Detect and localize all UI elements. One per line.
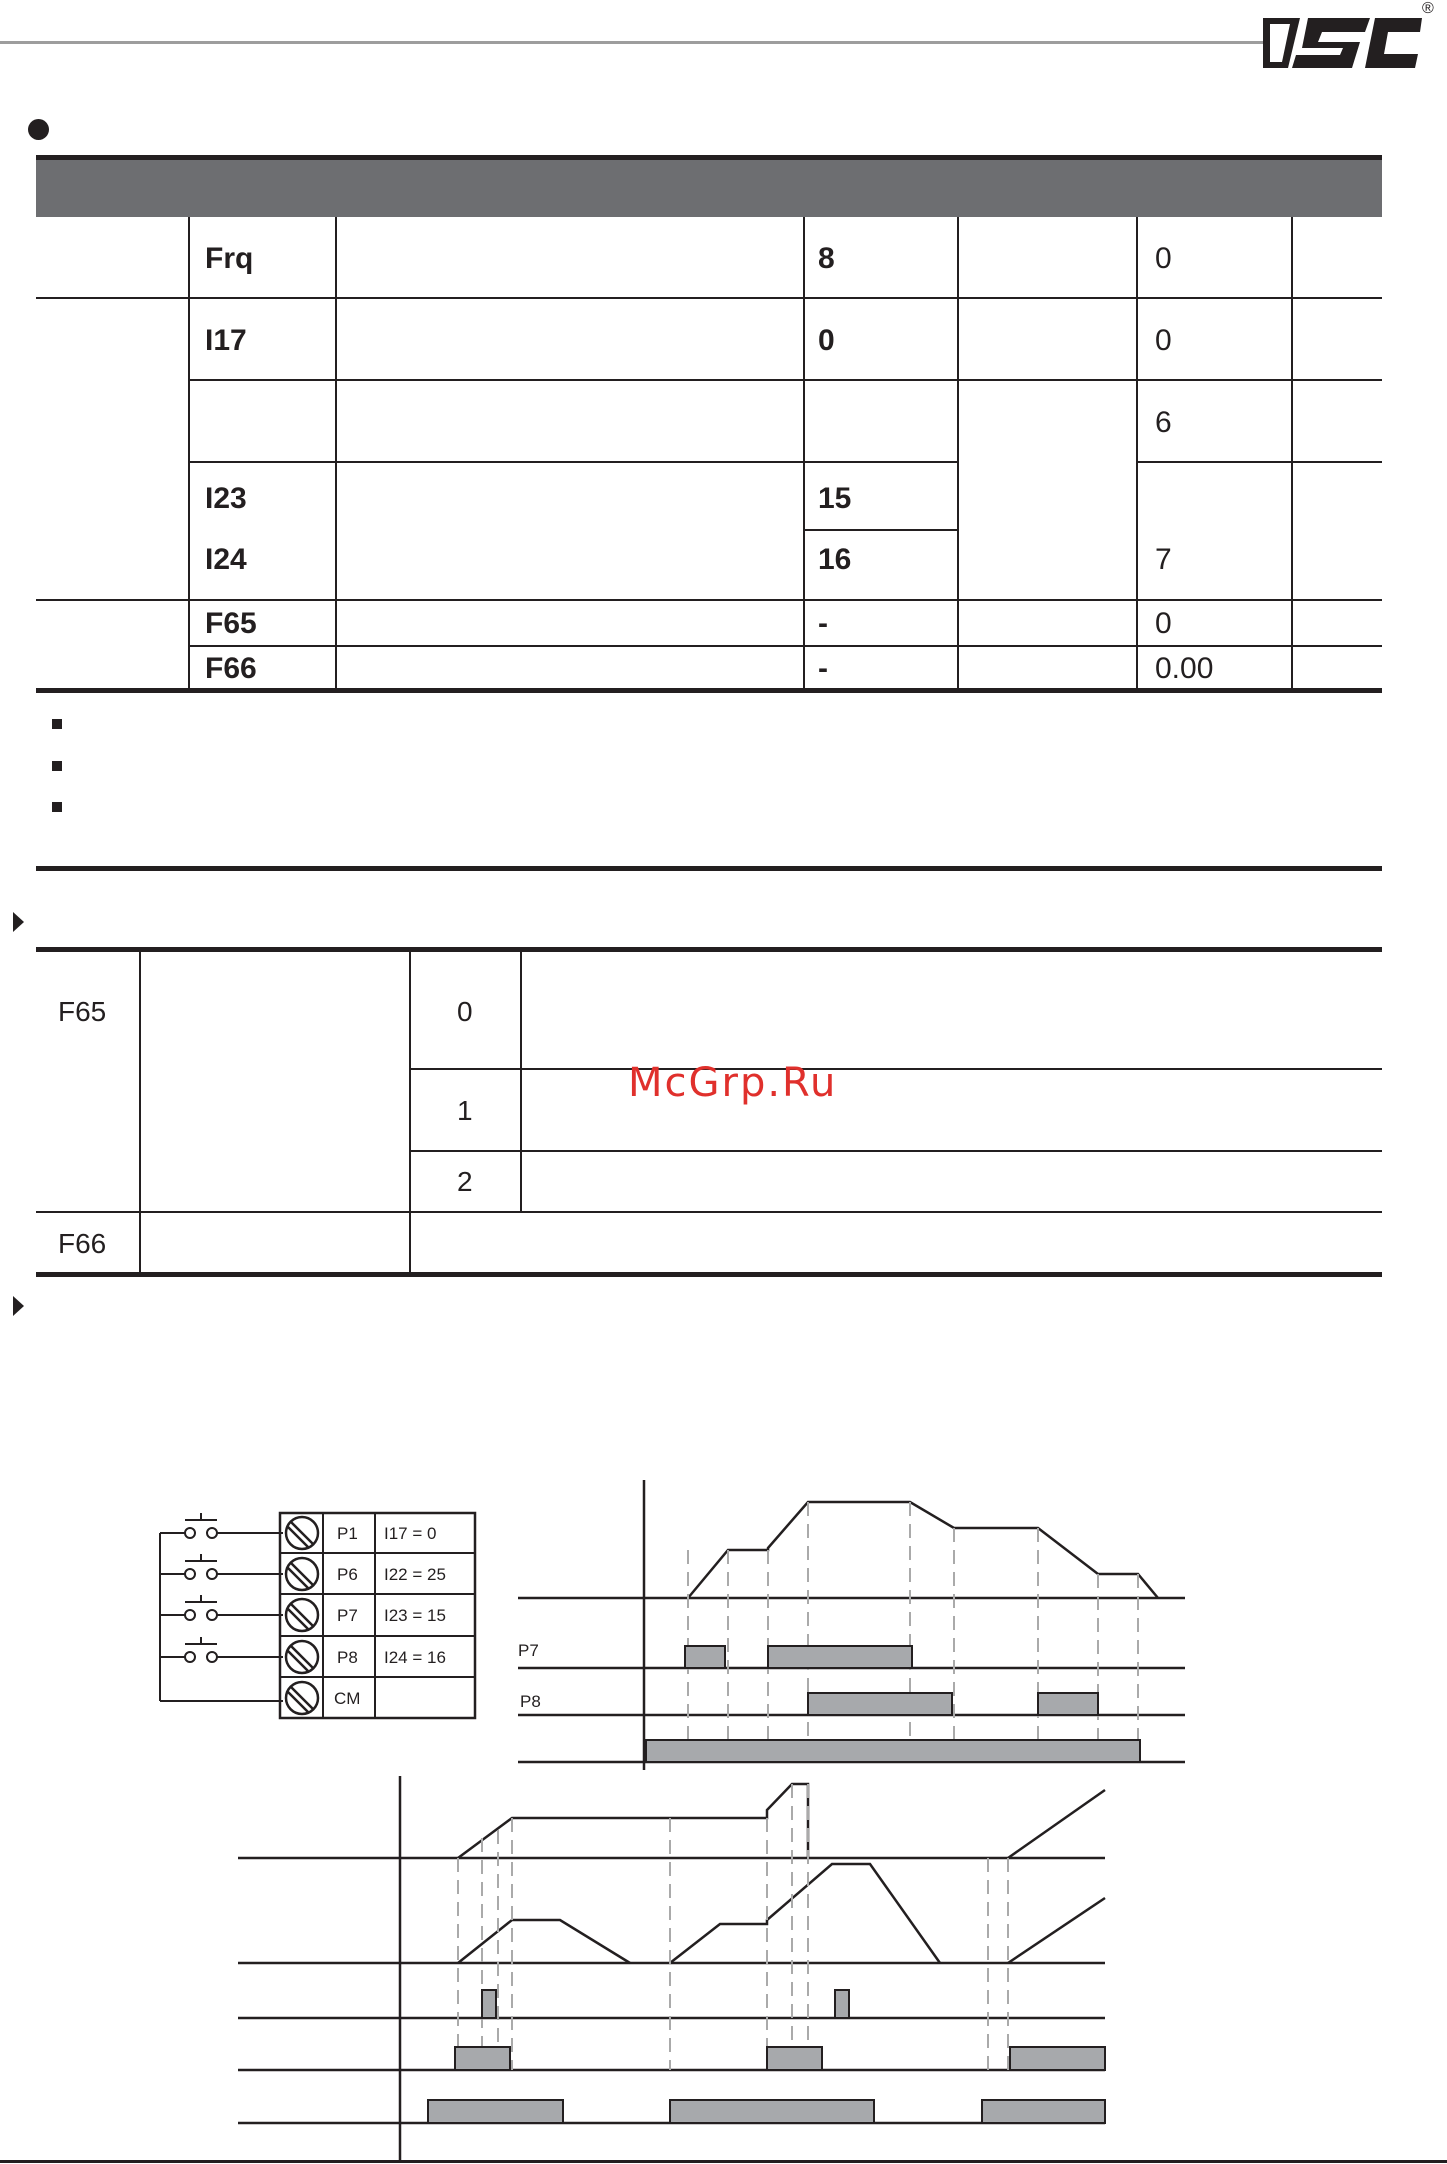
- row-frq-setting: 8: [818, 242, 835, 275]
- p8-pulse: [808, 1693, 952, 1715]
- row-blank-default: 6: [1155, 406, 1172, 439]
- switch-p1: [160, 1513, 283, 1538]
- row-i17-default: 0: [1155, 324, 1172, 357]
- terminal-p6-name: P6: [337, 1565, 358, 1584]
- terminal-p7-param: I23 = 15: [384, 1606, 446, 1625]
- f65-option-1: 1: [457, 1095, 473, 1126]
- registered-mark: ®: [1422, 0, 1434, 17]
- row-f65-setting: -: [818, 607, 828, 640]
- f65-code: F65: [58, 996, 107, 1027]
- p8-pulse: [1038, 1693, 1098, 1715]
- f65-option-2: 2: [457, 1166, 473, 1197]
- terminal-cm-name: CM: [334, 1689, 361, 1708]
- footer-rule: [0, 2160, 1447, 2163]
- row-frq-code: Frq: [205, 242, 254, 275]
- row-i23-setting: 15: [818, 482, 852, 515]
- row-i24-code: I24: [205, 543, 247, 576]
- f65-option-0: 0: [457, 996, 473, 1027]
- terminal-p1-name: P1: [337, 1524, 358, 1543]
- terminal-p8-name: P8: [337, 1648, 358, 1667]
- p7-label: P7: [518, 1641, 539, 1660]
- row-f66-setting: -: [818, 652, 828, 685]
- row-i17-code: I17: [205, 324, 247, 357]
- run-pulse: [982, 2100, 1105, 2123]
- row-f66-code: F66: [205, 652, 257, 685]
- watermark: McGrp.Ru: [628, 1060, 838, 1106]
- p7-pulse: [685, 1646, 725, 1668]
- row-frq-default: 0: [1155, 242, 1172, 275]
- p7-pulse: [1010, 2047, 1105, 2070]
- f66-code: F66: [58, 1228, 107, 1259]
- save-pulse: [835, 1990, 849, 2018]
- row-f65-code: F65: [205, 607, 257, 640]
- terminal-p7-name: P7: [337, 1606, 358, 1625]
- row-i24-default: 7: [1155, 543, 1172, 576]
- p8-label: P8: [520, 1692, 541, 1711]
- wiring-diagram: [150, 1505, 490, 1725]
- p7-pulse: [767, 2047, 822, 2070]
- arrow-marker-icon: [13, 1296, 24, 1316]
- row-f66-default: 0.00: [1155, 652, 1214, 685]
- timing-diagram-updown: [510, 1470, 1190, 1770]
- p7-pulse: [455, 2047, 510, 2070]
- row-f65-default: 0: [1155, 607, 1172, 640]
- terminal-p1-param: I17 = 0: [384, 1524, 437, 1543]
- row-i23-code: I23: [205, 482, 247, 515]
- row-i17-setting: 0: [818, 324, 835, 357]
- save-pulse: [482, 1990, 496, 2018]
- timing-diagram-save: [230, 1768, 1110, 2163]
- run-pulse: [670, 2100, 874, 2123]
- terminal-p8-param: I24 = 16: [384, 1648, 446, 1667]
- p7-pulse: [768, 1646, 912, 1668]
- run-pulse: [646, 1740, 1140, 1762]
- row-i24-setting: 16: [818, 543, 852, 576]
- run-pulse: [428, 2100, 563, 2123]
- terminal-p6-param: I22 = 25: [384, 1565, 446, 1584]
